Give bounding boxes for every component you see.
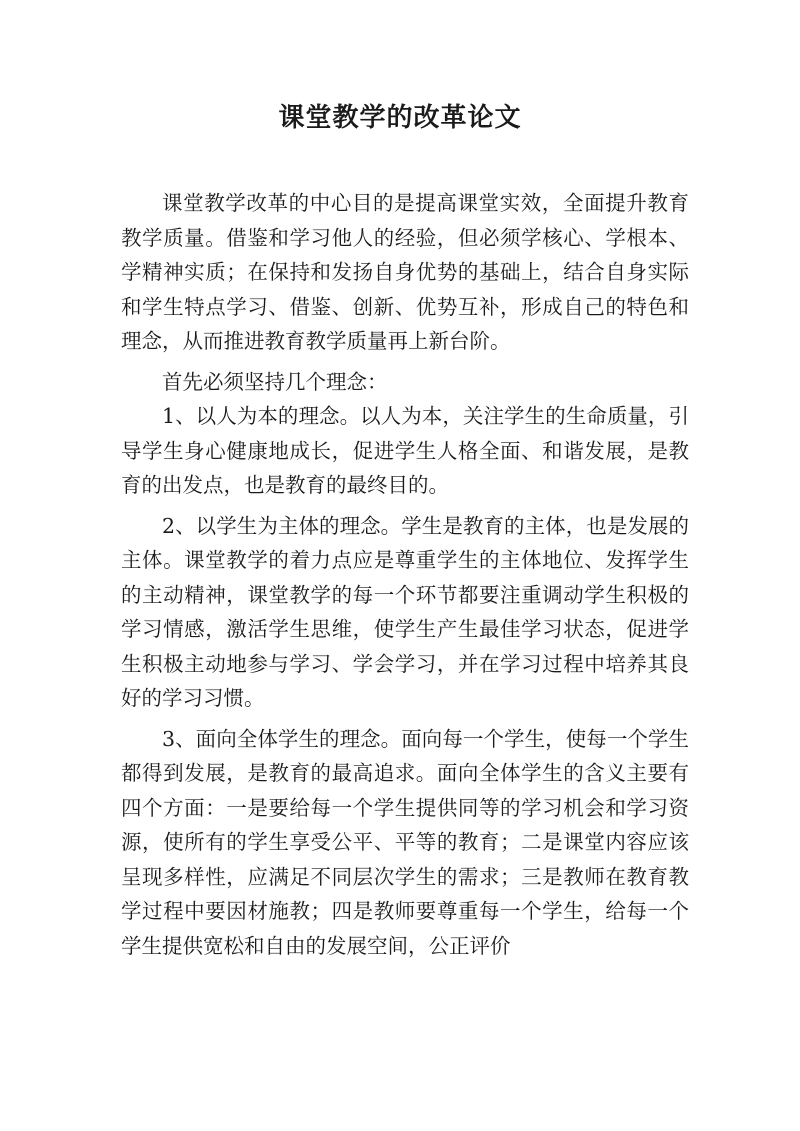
paragraph-principle-3: 3、面向全体学生的理念。面向每一个学生，使每一个学生都得到发展，是教育的最高追求。面向全体学生的含义主要有四个方面：一是要给每一个学生提供同等的学习机会和学习资源，使所有的学生享受公平、平等的教育；二是课堂内容应该呈现多样性，应满足不同层次学生的需求；三是教师在教育教学过程中要因材施教；四是教师要尊重每一个学生，给每一个学生提供宽松和自由的发展空间，公正评价 bbox=[121, 726, 689, 958]
paragraph-intro: 课堂教学改革的中心目的是提高课堂实效，全面提升教育教学质量。借鉴和学习他人的经验，但必须学核心、学根本、学精神实质；在保持和发扬自身优势的基础上，结合自身实际和学生特点学习、借鉴、创新、优势互补，形成自己的特色和理念，从而推进教育教学质量再上新台阶。 bbox=[121, 191, 689, 353]
paragraph-principles-heading: 首先必须坚持几个理念： bbox=[162, 369, 388, 394]
paragraph-principle-1: 1、以人为本的理念。以人为本，关注学生的生命质量，引导学生身心健康地成长，促进学生人格全面、和谐发展，是教育的出发点，也是教育的最终目的。 bbox=[121, 404, 689, 497]
document-body bbox=[121, 186, 689, 969]
paragraph-principle-2: 2、以学生为主体的理念。学生是教育的主体，也是发展的主体。课堂教学的着力点应是尊重学生的主体地位、发挥学生的主动精神，课堂教学的每一个环节都要注重调动学生积极的学习情感，激活学生思维，使学生产生最佳学习状态，促进学生积极主动地参与学习、学会学习，并在学习过程中培养其良好的学习习惯。 bbox=[121, 513, 689, 710]
document-title: 课堂教学的改革论文 bbox=[278, 103, 522, 133]
